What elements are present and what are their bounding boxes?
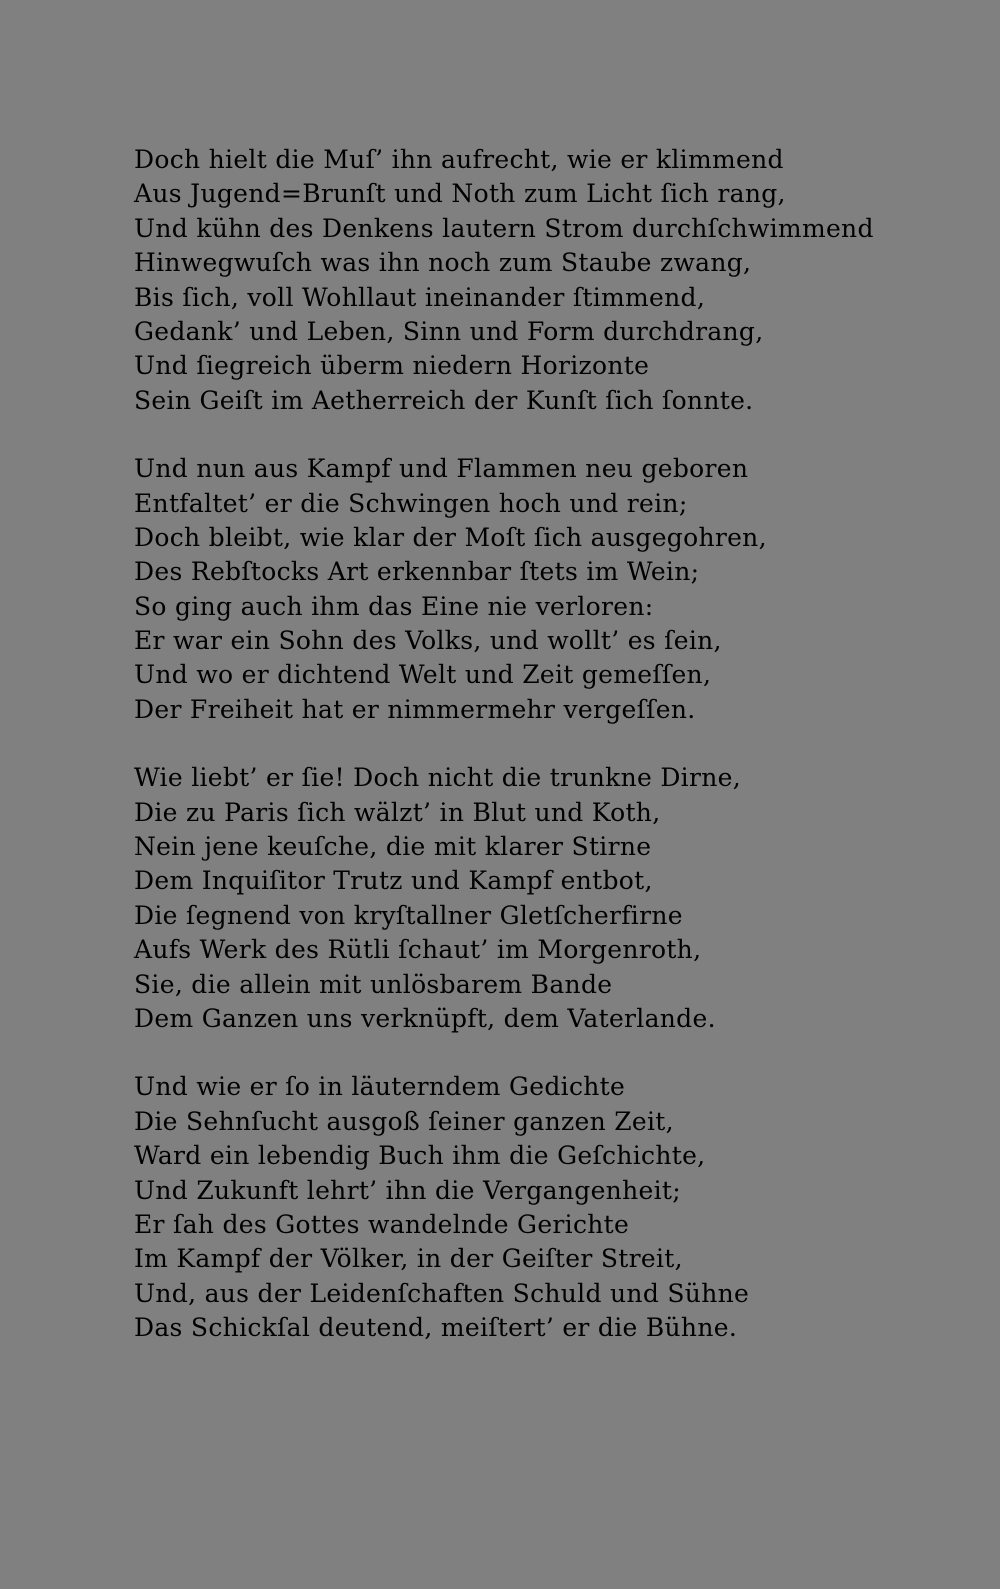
poem (134, 143, 894, 1380)
poem-line: Bis ſich, voll Wohllaut ineinander ſtimmend, (134, 282, 706, 312)
poem-line: Und ſiegreich überm niedern Horizonte (134, 351, 650, 381)
poem-line: Die zu Paris ſich wälzt’ in Blut und Koth, (134, 797, 661, 827)
poem-line: Und nun aus Kampf und Flammen neu geboren (134, 454, 749, 484)
poem-line: Nein jene keuſche, die mit klarer Stirne (134, 832, 652, 862)
poem-line: Und wo er dichtend Welt und Zeit gemeſſen, (134, 660, 712, 690)
poem-line: Wie liebt’ er ſie! Doch nicht die trunkne Dirne, (134, 763, 741, 793)
poem-line: So ging auch ihm das Eine nie verloren: (134, 591, 654, 621)
stanza-4 (134, 1070, 894, 1345)
poem-line: Die Sehnſucht ausgoß ſeiner ganzen Zeit, (134, 1106, 674, 1136)
poem-line: Doch hielt die Muſ’ ihn aufrecht, wie er klimmend (134, 145, 784, 174)
poem-line: Ward ein lebendig Buch ihm die Geſchichte, (134, 1141, 706, 1171)
poem-line: Die ſegnend von kryſtallner Gletſcherfirne (134, 900, 683, 930)
poem-line: Der Freiheit hat er nimmermehr vergeſſen. (134, 694, 696, 724)
poem-line: Sie, die allein mit unlösbarem Bande (134, 969, 613, 999)
poem-line: Aus Jugend=Brunſt und Noth zum Licht ſich rang, (134, 179, 786, 209)
poem-line: Doch bleibt, wie klar der Moſt ſich ausgegohren, (134, 522, 767, 552)
poem-line: Des Rebſtocks Art erkennbar ſtets im Wein; (134, 557, 700, 587)
poem-line: Sein Geiſt im Aetherreich der Kunſt ſich ſonnte. (134, 385, 754, 415)
poem-line: Und kühn des Denkens lautern Strom durchſchwimmend (134, 213, 874, 243)
poem-line: Das Schickſal deutend, meiſtert’ er die Bühne. (134, 1313, 738, 1343)
poem-line: Gedank’ und Leben, Sinn und Form durchdrang, (134, 316, 764, 346)
stanza-2 (134, 452, 894, 727)
poem-line: Und Zukunft lehrt’ ihn die Vergangenheit; (134, 1175, 681, 1205)
stanza-1 (134, 143, 894, 418)
poem-line: Dem Inquiſitor Trutz und Kampf entbot, (134, 866, 653, 896)
poem-line: Aufs Werk des Rütli ſchaut’ im Morgenroth, (134, 935, 702, 965)
poem-line: Entfaltet’ er die Schwingen hoch und rein; (134, 488, 688, 518)
stanza-3 (134, 761, 894, 1036)
poem-line: Im Kampf der Völker, in der Geiſter Streit, (134, 1244, 683, 1274)
poem-line: Dem Ganzen uns verknüpft, dem Vaterlande. (134, 1003, 716, 1033)
poem-line: Und, aus der Leidenſchaften Schuld und Sühne (134, 1278, 750, 1308)
poem-line: Hinwegwuſch was ihn noch zum Staube zwang, (134, 248, 752, 278)
poem-line: Er war ein Sohn des Volks, und wollt’ es ſein, (134, 626, 722, 656)
poem-line: Er ſah des Gottes wandelnde Gerichte (134, 1209, 630, 1239)
poem-line: Und wie er ſo in läuterndem Gedichte (134, 1072, 626, 1102)
